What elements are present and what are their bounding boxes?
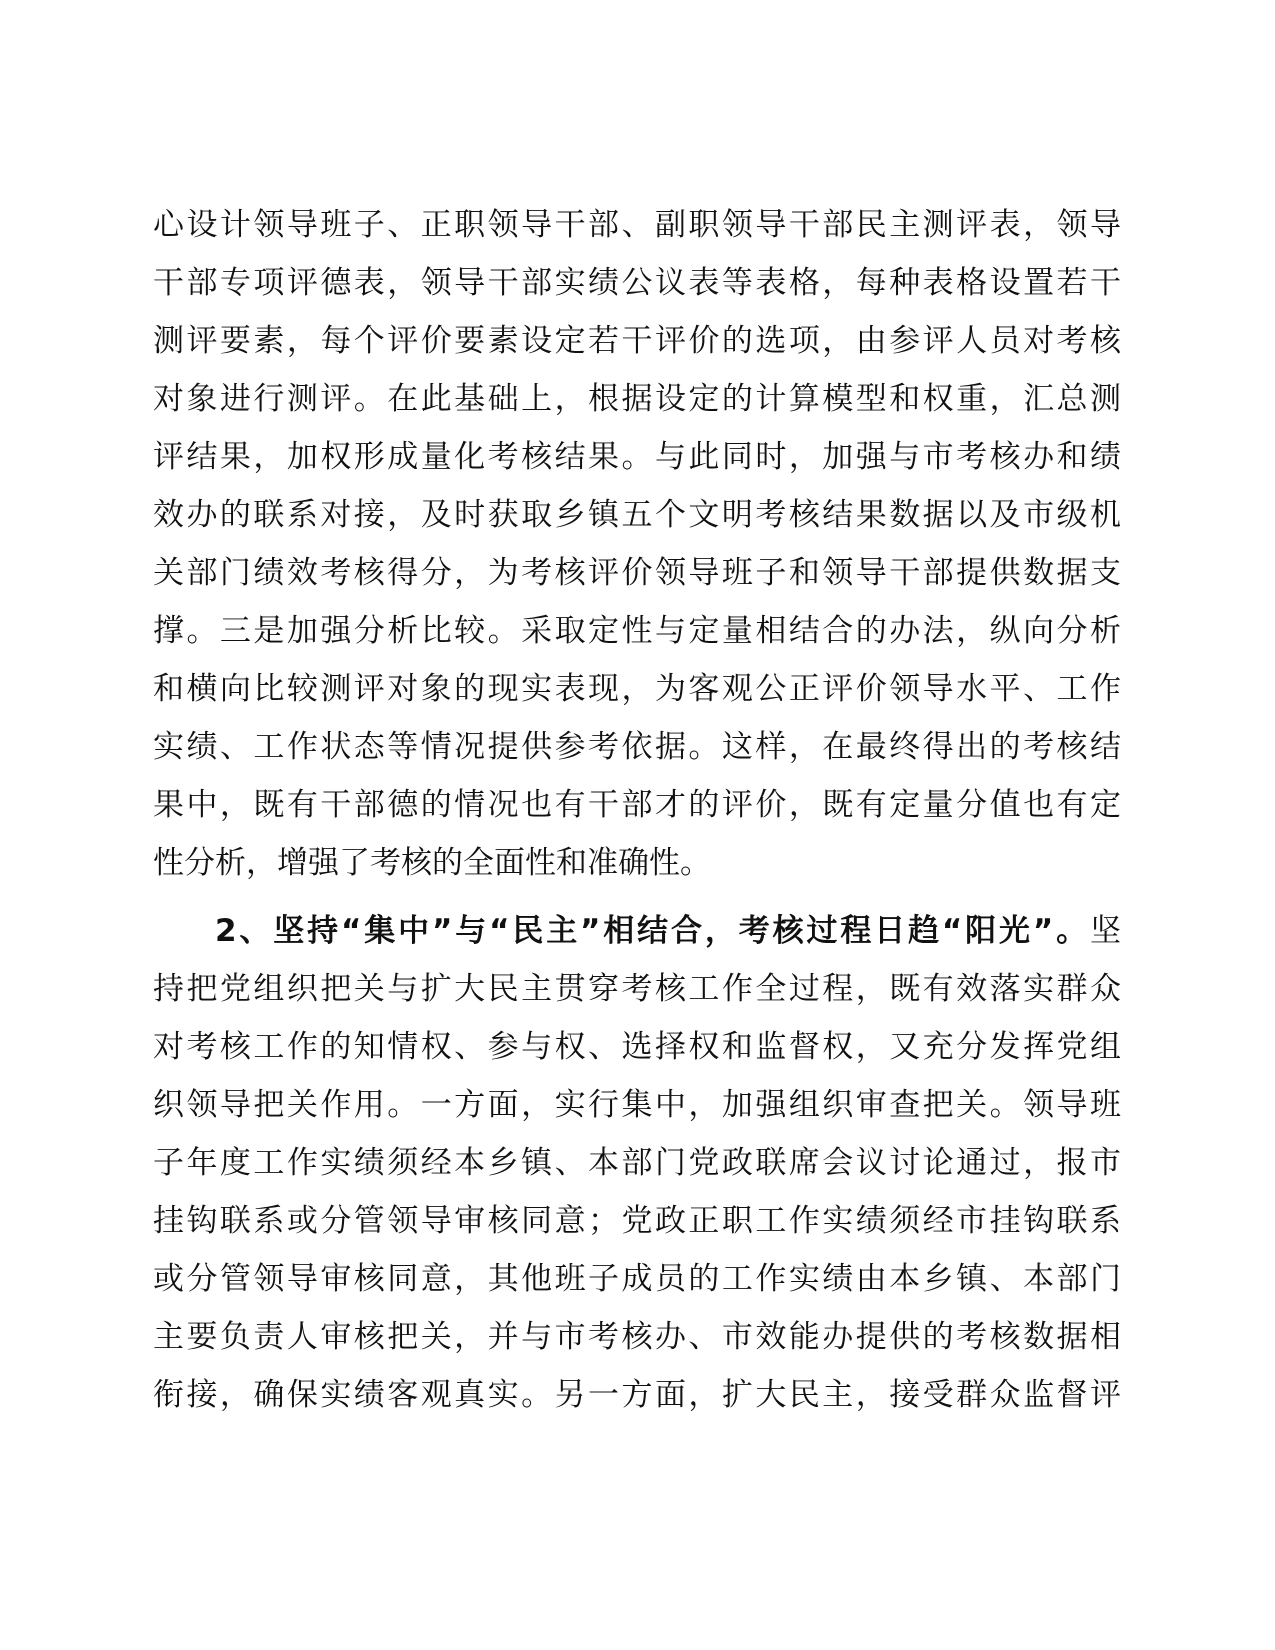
paragraph-1-line: 测评要素，每个评价要素设定若干评价的选项，由参评人员对考核 bbox=[153, 323, 1121, 359]
paragraph-2-first-line-tail: 坚 bbox=[1090, 913, 1121, 949]
paragraph-2-line: 持把党组织把关与扩大民主贯穿考核工作全过程，既有效落实群众 bbox=[153, 971, 1121, 1007]
paragraph-2-line: 对考核工作的知情权、参与权、选择权和监督权，又充分发挥党组 bbox=[153, 1029, 1121, 1065]
paragraph-2-line: 衔接，确保实绩客观真实。另一方面，扩大民主，接受群众监督评 bbox=[153, 1377, 1121, 1413]
paragraph-1-line: 实绩、工作状态等情况提供参考依据。这样，在最终得出的考核结 bbox=[153, 729, 1121, 765]
paragraph-2-line: 挂钩联系或分管领导审核同意；党政正职工作实绩须经市挂钩联系 bbox=[153, 1203, 1121, 1239]
paragraph-1 bbox=[153, 196, 1121, 892]
paragraph-1-line: 关部门绩效考核得分，为考核评价领导班子和领导干部提供数据支 bbox=[153, 555, 1121, 591]
paragraph-2-line: 主要负责人审核把关，并与市考核办、市效能办提供的考核数据相 bbox=[153, 1319, 1121, 1355]
paragraph-2-line: 子年度工作实绩须经本乡镇、本部门党政联席会议讨论通过，报市 bbox=[153, 1145, 1121, 1181]
paragraph-1-line: 干部专项评德表，领导干部实绩公议表等表格，每种表格设置若干 bbox=[153, 265, 1121, 301]
paragraph-1-line: 心设计领导班子、正职领导干部、副职领导干部民主测评表，领导 bbox=[153, 207, 1121, 243]
paragraph-2 bbox=[153, 902, 1121, 1424]
paragraph-1-line: 和横向比较测评对象的现实表现，为客观公正评价领导水平、工作 bbox=[153, 671, 1121, 707]
document-body bbox=[153, 196, 1121, 1424]
paragraph-1-line: 果中，既有干部德的情况也有干部才的评价，既有定量分值也有定 bbox=[153, 787, 1121, 823]
paragraph-spacer bbox=[153, 892, 1121, 902]
section-heading: 2、坚持“集中”与“民主”相结合，考核过程日趋“阳光”。 bbox=[215, 913, 1090, 949]
paragraph-2-first-line bbox=[153, 902, 1121, 960]
paragraph-1-line: 性分析，增强了考核的全面性和准确性。 bbox=[153, 845, 711, 881]
paragraph-2-line: 或分管领导审核同意，其他班子成员的工作实绩由本乡镇、本部门 bbox=[153, 1261, 1121, 1297]
paragraph-1-line: 对象进行测评。在此基础上，根据设定的计算模型和权重，汇总测 bbox=[153, 381, 1121, 417]
paragraph-2-line: 织领导把关作用。一方面，实行集中，加强组织审查把关。领导班 bbox=[153, 1087, 1121, 1123]
paragraph-1-line: 撑。三是加强分析比较。采取定性与定量相结合的办法，纵向分析 bbox=[153, 613, 1121, 649]
paragraph-1-line: 效办的联系对接，及时获取乡镇五个文明考核结果数据以及市级机 bbox=[153, 497, 1121, 533]
paragraph-1-line: 评结果，加权形成量化考核结果。与此同时，加强与市考核办和绩 bbox=[153, 439, 1121, 475]
